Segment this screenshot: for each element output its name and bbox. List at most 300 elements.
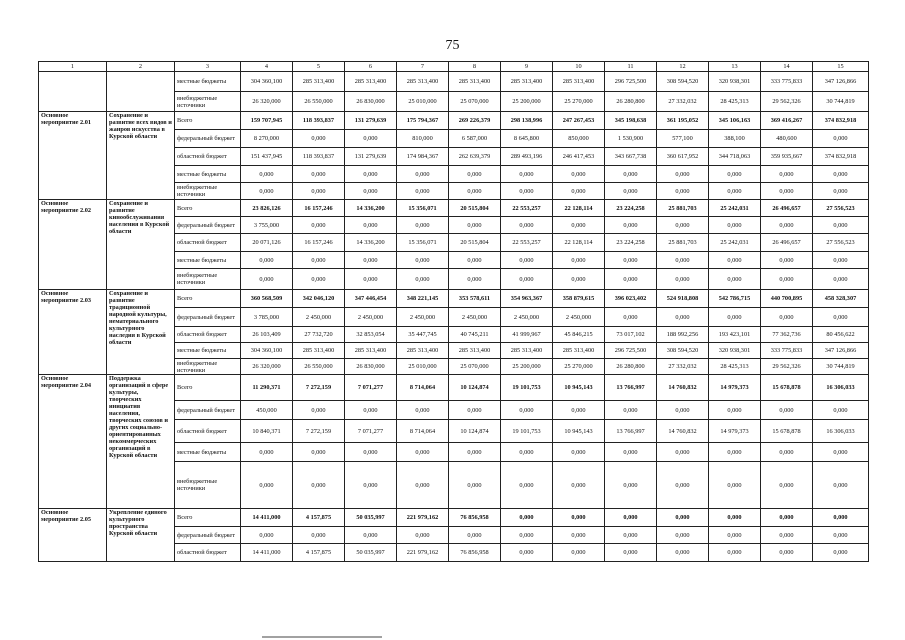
- value-cell: 0,000: [293, 443, 345, 462]
- value-cell: 0,000: [761, 544, 813, 562]
- value-cell: 25 010,000: [397, 359, 449, 375]
- value-cell: 285 313,400: [293, 343, 345, 359]
- value-cell: 354 963,367: [501, 290, 553, 308]
- funding-source: внебюджетные источники: [175, 269, 241, 290]
- value-cell: 19 101,753: [501, 420, 553, 443]
- value-cell: 0,000: [657, 183, 709, 200]
- value-cell: 0,000: [293, 527, 345, 544]
- value-cell: 15 356,071: [397, 234, 449, 252]
- value-cell: 347 126,866: [813, 72, 869, 92]
- value-cell: 0,000: [813, 401, 869, 420]
- value-cell: 308 594,520: [657, 72, 709, 92]
- funding-source: внебюджетные источники: [175, 462, 241, 509]
- value-cell: 7 272,159: [293, 375, 345, 401]
- column-header: 13: [709, 62, 761, 72]
- value-cell: 0,000: [709, 527, 761, 544]
- funding-source: федеральный бюджет: [175, 401, 241, 420]
- funding-source: Всего: [175, 290, 241, 308]
- value-cell: 359 935,667: [761, 148, 813, 166]
- value-cell: 27 332,032: [657, 92, 709, 112]
- value-cell: 0,000: [605, 166, 657, 183]
- value-cell: 289 493,196: [501, 148, 553, 166]
- value-cell: 450,000: [241, 401, 293, 420]
- value-cell: 0,000: [553, 269, 605, 290]
- value-cell: 0,000: [553, 509, 605, 527]
- value-cell: 40 745,211: [449, 327, 501, 343]
- value-cell: 15 678,878: [761, 375, 813, 401]
- value-cell: 285 313,400: [553, 343, 605, 359]
- value-cell: 0,000: [241, 183, 293, 200]
- measure-cell: Основное мероприятие 2.05: [39, 509, 107, 562]
- value-cell: 131 279,639: [345, 148, 397, 166]
- value-cell: 0,000: [397, 183, 449, 200]
- value-cell: 0,000: [293, 269, 345, 290]
- value-cell: 0,000: [397, 462, 449, 509]
- value-cell: 0,000: [761, 462, 813, 509]
- value-cell: 0,000: [449, 183, 501, 200]
- value-cell: 0,000: [761, 443, 813, 462]
- value-cell: 77 362,736: [761, 327, 813, 343]
- value-cell: 41 999,967: [501, 327, 553, 343]
- value-cell: 285 313,400: [553, 72, 605, 92]
- value-cell: 0,000: [241, 269, 293, 290]
- value-cell: 22 128,114: [553, 200, 605, 217]
- measure-cell: [39, 72, 107, 112]
- column-header: 3: [175, 62, 241, 72]
- value-cell: 8 714,064: [397, 375, 449, 401]
- funding-source: Всего: [175, 200, 241, 217]
- funding-source: местные бюджеты: [175, 343, 241, 359]
- value-cell: 0,000: [605, 509, 657, 527]
- value-cell: 0,000: [397, 166, 449, 183]
- value-cell: 22 553,257: [501, 234, 553, 252]
- value-cell: 26 280,800: [605, 92, 657, 112]
- value-cell: 4 157,875: [293, 509, 345, 527]
- value-cell: 27 556,523: [813, 200, 869, 217]
- measure-name-cell: Сохранение и развитие кинообслуживания населения в Курской области: [107, 200, 175, 290]
- value-cell: 458 328,307: [813, 290, 869, 308]
- value-cell: 0,000: [241, 462, 293, 509]
- value-cell: 0,000: [761, 308, 813, 327]
- value-cell: 0,000: [501, 443, 553, 462]
- funding-source: Всего: [175, 509, 241, 527]
- funding-source: внебюджетные источники: [175, 183, 241, 200]
- value-cell: 0,000: [813, 130, 869, 148]
- value-cell: 0,000: [553, 527, 605, 544]
- value-cell: 23 826,126: [241, 200, 293, 217]
- value-cell: 2 450,000: [293, 308, 345, 327]
- value-cell: 20 071,126: [241, 234, 293, 252]
- value-cell: 7 071,277: [345, 420, 397, 443]
- value-cell: 0,000: [605, 443, 657, 462]
- value-cell: 0,000: [605, 308, 657, 327]
- value-cell: 285 313,400: [293, 72, 345, 92]
- value-cell: 19 101,753: [501, 375, 553, 401]
- value-cell: 0,000: [501, 166, 553, 183]
- value-cell: 1 530,900: [605, 130, 657, 148]
- value-cell: 285 313,400: [501, 72, 553, 92]
- value-cell: 0,000: [449, 527, 501, 544]
- value-cell: 25 200,000: [501, 359, 553, 375]
- value-cell: 262 639,379: [449, 148, 501, 166]
- table-row: [39, 375, 869, 401]
- value-cell: 0,000: [813, 252, 869, 269]
- funding-source: местные бюджеты: [175, 166, 241, 183]
- value-cell: 320 938,301: [709, 72, 761, 92]
- value-cell: 50 035,997: [345, 509, 397, 527]
- value-cell: 0,000: [709, 462, 761, 509]
- column-header: 1: [39, 62, 107, 72]
- value-cell: 0,000: [241, 527, 293, 544]
- value-cell: 0,000: [657, 269, 709, 290]
- value-cell: 2 450,000: [345, 308, 397, 327]
- value-cell: 7 071,277: [345, 375, 397, 401]
- value-cell: 269 226,379: [449, 112, 501, 130]
- value-cell: 22 553,257: [501, 200, 553, 217]
- value-cell: 14 979,373: [709, 420, 761, 443]
- value-cell: 76 856,958: [449, 509, 501, 527]
- value-cell: 285 313,400: [449, 343, 501, 359]
- value-cell: 25 242,031: [709, 234, 761, 252]
- value-cell: 25 881,703: [657, 234, 709, 252]
- value-cell: 304 360,100: [241, 72, 293, 92]
- value-cell: 14 336,200: [345, 200, 397, 217]
- table-row: [39, 200, 869, 217]
- column-header: 15: [813, 62, 869, 72]
- value-cell: 11 290,371: [241, 375, 293, 401]
- column-header: 5: [293, 62, 345, 72]
- value-cell: 26 280,800: [605, 359, 657, 375]
- value-cell: 0,000: [605, 462, 657, 509]
- value-cell: 27 332,032: [657, 359, 709, 375]
- value-cell: 0,000: [345, 527, 397, 544]
- table-row: [39, 72, 869, 92]
- value-cell: 0,000: [449, 269, 501, 290]
- value-cell: 26 496,657: [761, 234, 813, 252]
- value-cell: 0,000: [345, 166, 397, 183]
- value-cell: 285 313,400: [397, 343, 449, 359]
- value-cell: 0,000: [501, 544, 553, 562]
- value-cell: 348 221,145: [397, 290, 449, 308]
- value-cell: 28 425,313: [709, 92, 761, 112]
- value-cell: 0,000: [449, 166, 501, 183]
- value-cell: 360 617,952: [657, 148, 709, 166]
- value-cell: 0,000: [657, 527, 709, 544]
- measure-name-cell: Сохранение и развитие традиционной народной культуры, нематериального культурного наследия в Курской области: [107, 290, 175, 375]
- value-cell: 0,000: [709, 269, 761, 290]
- value-cell: 347 126,866: [813, 343, 869, 359]
- value-cell: 0,000: [709, 443, 761, 462]
- value-cell: 26 496,657: [761, 200, 813, 217]
- value-cell: 0,000: [709, 509, 761, 527]
- value-cell: 0,000: [709, 183, 761, 200]
- value-cell: 285 313,400: [345, 72, 397, 92]
- value-cell: 10 124,874: [449, 375, 501, 401]
- value-cell: 2 450,000: [449, 308, 501, 327]
- value-cell: 26 320,000: [241, 359, 293, 375]
- value-cell: 25 070,000: [449, 92, 501, 112]
- value-cell: 3 785,000: [241, 308, 293, 327]
- value-cell: 73 017,102: [605, 327, 657, 343]
- funding-source: областной бюджет: [175, 148, 241, 166]
- value-cell: 26 830,000: [345, 92, 397, 112]
- value-cell: 0,000: [813, 443, 869, 462]
- value-cell: 0,000: [501, 269, 553, 290]
- column-header: 4: [241, 62, 293, 72]
- value-cell: 10 124,874: [449, 420, 501, 443]
- funding-source: внебюджетные источники: [175, 92, 241, 112]
- value-cell: 0,000: [397, 527, 449, 544]
- value-cell: 0,000: [293, 217, 345, 234]
- value-cell: 2 450,000: [397, 308, 449, 327]
- value-cell: 0,000: [761, 269, 813, 290]
- funding-source: федеральный бюджет: [175, 308, 241, 327]
- value-cell: 308 594,520: [657, 343, 709, 359]
- value-cell: 20 515,804: [449, 234, 501, 252]
- value-cell: 0,000: [605, 183, 657, 200]
- value-cell: 0,000: [345, 252, 397, 269]
- funding-source: областной бюджет: [175, 420, 241, 443]
- value-cell: 174 984,367: [397, 148, 449, 166]
- value-cell: 0,000: [345, 269, 397, 290]
- value-cell: 342 046,120: [293, 290, 345, 308]
- value-cell: 0,000: [449, 217, 501, 234]
- table-row: [39, 509, 869, 527]
- column-header: 12: [657, 62, 709, 72]
- value-cell: 285 313,400: [345, 343, 397, 359]
- value-cell: 0,000: [553, 401, 605, 420]
- funding-source: внебюджетные источники: [175, 359, 241, 375]
- value-cell: 0,000: [709, 544, 761, 562]
- value-cell: 159 707,945: [241, 112, 293, 130]
- value-cell: 0,000: [241, 252, 293, 269]
- value-cell: 175 794,367: [397, 112, 449, 130]
- value-cell: 25 242,031: [709, 200, 761, 217]
- value-cell: 0,000: [605, 252, 657, 269]
- value-cell: 0,000: [293, 166, 345, 183]
- budget-table: [38, 61, 869, 562]
- value-cell: 0,000: [657, 308, 709, 327]
- value-cell: 0,000: [553, 217, 605, 234]
- value-cell: 0,000: [657, 443, 709, 462]
- value-cell: 0,000: [709, 166, 761, 183]
- value-cell: 361 195,052: [657, 112, 709, 130]
- value-cell: 14 411,000: [241, 544, 293, 562]
- value-cell: 0,000: [761, 217, 813, 234]
- value-cell: 298 138,996: [501, 112, 553, 130]
- value-cell: 14 336,200: [345, 234, 397, 252]
- value-cell: 0,000: [553, 166, 605, 183]
- value-cell: 0,000: [501, 462, 553, 509]
- value-cell: 22 128,114: [553, 234, 605, 252]
- value-cell: 25 070,000: [449, 359, 501, 375]
- value-cell: 0,000: [553, 183, 605, 200]
- value-cell: 0,000: [397, 443, 449, 462]
- column-header: 2: [107, 62, 175, 72]
- value-cell: 25 200,000: [501, 92, 553, 112]
- value-cell: 15 356,071: [397, 200, 449, 217]
- value-cell: 30 744,819: [813, 359, 869, 375]
- value-cell: 0,000: [345, 183, 397, 200]
- value-cell: 0,000: [761, 401, 813, 420]
- value-cell: 26 550,000: [293, 92, 345, 112]
- value-cell: 296 725,500: [605, 72, 657, 92]
- value-cell: 0,000: [553, 462, 605, 509]
- column-header: 9: [501, 62, 553, 72]
- value-cell: 0,000: [657, 401, 709, 420]
- value-cell: 480,600: [761, 130, 813, 148]
- value-cell: 151 437,945: [241, 148, 293, 166]
- value-cell: 333 775,833: [761, 343, 813, 359]
- table-row: [39, 290, 869, 308]
- value-cell: 0,000: [813, 183, 869, 200]
- value-cell: 0,000: [605, 544, 657, 562]
- column-header: 8: [449, 62, 501, 72]
- value-cell: 0,000: [657, 509, 709, 527]
- value-cell: 0,000: [761, 183, 813, 200]
- measure-name-cell: Укрепление единого культурного пространства Курской области: [107, 509, 175, 562]
- value-cell: 29 562,326: [761, 92, 813, 112]
- value-cell: 0,000: [813, 509, 869, 527]
- value-cell: 0,000: [501, 183, 553, 200]
- value-cell: 23 224,258: [605, 200, 657, 217]
- value-cell: 2 450,000: [501, 308, 553, 327]
- value-cell: 27 556,523: [813, 234, 869, 252]
- value-cell: 0,000: [813, 462, 869, 509]
- value-cell: 26 550,000: [293, 359, 345, 375]
- value-cell: 358 879,615: [553, 290, 605, 308]
- value-cell: 10 840,371: [241, 420, 293, 443]
- value-cell: 221 979,162: [397, 509, 449, 527]
- value-cell: 0,000: [241, 443, 293, 462]
- value-cell: 0,000: [293, 130, 345, 148]
- funding-source: местные бюджеты: [175, 443, 241, 462]
- value-cell: 35 447,745: [397, 327, 449, 343]
- value-cell: 0,000: [501, 252, 553, 269]
- value-cell: 50 035,997: [345, 544, 397, 562]
- value-cell: 0,000: [501, 217, 553, 234]
- value-cell: 14 760,832: [657, 420, 709, 443]
- funding-source: Всего: [175, 375, 241, 401]
- value-cell: 0,000: [813, 544, 869, 562]
- value-cell: 2 450,000: [553, 308, 605, 327]
- value-cell: 7 272,159: [293, 420, 345, 443]
- value-cell: 0,000: [345, 217, 397, 234]
- value-cell: 353 578,611: [449, 290, 501, 308]
- value-cell: 0,000: [553, 544, 605, 562]
- column-header: 10: [553, 62, 605, 72]
- value-cell: 0,000: [345, 443, 397, 462]
- value-cell: 0,000: [293, 183, 345, 200]
- scan-artifact: [262, 636, 382, 638]
- value-cell: 0,000: [709, 252, 761, 269]
- value-cell: 0,000: [761, 509, 813, 527]
- value-cell: 0,000: [813, 308, 869, 327]
- value-cell: 374 832,918: [813, 112, 869, 130]
- value-cell: 8 270,000: [241, 130, 293, 148]
- value-cell: 32 853,054: [345, 327, 397, 343]
- funding-source: федеральный бюджет: [175, 217, 241, 234]
- value-cell: 26 320,000: [241, 92, 293, 112]
- value-cell: 16 157,246: [293, 234, 345, 252]
- value-cell: 193 423,101: [709, 327, 761, 343]
- value-cell: 188 992,256: [657, 327, 709, 343]
- value-cell: 0,000: [397, 217, 449, 234]
- value-cell: 4 157,875: [293, 544, 345, 562]
- value-cell: 0,000: [397, 269, 449, 290]
- value-cell: 347 446,454: [345, 290, 397, 308]
- page-number: 75: [445, 38, 460, 53]
- value-cell: 8 714,064: [397, 420, 449, 443]
- funding-source: Всего: [175, 112, 241, 130]
- table-row: [39, 112, 869, 130]
- value-cell: 28 425,313: [709, 359, 761, 375]
- value-cell: 320 938,301: [709, 343, 761, 359]
- value-cell: 131 279,639: [345, 112, 397, 130]
- value-cell: 374 832,918: [813, 148, 869, 166]
- value-cell: 0,000: [605, 401, 657, 420]
- value-cell: 246 417,453: [553, 148, 605, 166]
- value-cell: 388,100: [709, 130, 761, 148]
- value-cell: 76 856,958: [449, 544, 501, 562]
- measure-name-cell: Сохранение и развитие всех видов и жанров искусства в Курской области: [107, 112, 175, 200]
- value-cell: 27 732,720: [293, 327, 345, 343]
- value-cell: 118 393,837: [293, 112, 345, 130]
- value-cell: 0,000: [449, 252, 501, 269]
- value-cell: 13 766,997: [605, 420, 657, 443]
- value-cell: 0,000: [501, 527, 553, 544]
- value-cell: 0,000: [293, 462, 345, 509]
- value-cell: 360 568,509: [241, 290, 293, 308]
- value-cell: 0,000: [449, 401, 501, 420]
- value-cell: 285 313,400: [449, 72, 501, 92]
- measure-cell: Основное мероприятие 2.02: [39, 200, 107, 290]
- value-cell: 850,000: [553, 130, 605, 148]
- value-cell: 15 678,878: [761, 420, 813, 443]
- value-cell: 0,000: [293, 252, 345, 269]
- value-cell: 296 725,500: [605, 343, 657, 359]
- funding-source: федеральный бюджет: [175, 130, 241, 148]
- value-cell: 0,000: [605, 269, 657, 290]
- column-header: 7: [397, 62, 449, 72]
- value-cell: 0,000: [813, 166, 869, 183]
- value-cell: 542 786,715: [709, 290, 761, 308]
- measure-cell: Основное мероприятие 2.03: [39, 290, 107, 375]
- value-cell: 304 360,100: [241, 343, 293, 359]
- value-cell: 0,000: [709, 308, 761, 327]
- value-cell: 23 224,258: [605, 234, 657, 252]
- value-cell: 0,000: [709, 217, 761, 234]
- value-cell: 14 760,832: [657, 375, 709, 401]
- value-cell: 16 306,033: [813, 375, 869, 401]
- funding-source: местные бюджеты: [175, 72, 241, 92]
- value-cell: 0,000: [397, 252, 449, 269]
- value-cell: 25 270,000: [553, 359, 605, 375]
- funding-source: областной бюджет: [175, 234, 241, 252]
- value-cell: 0,000: [241, 166, 293, 183]
- value-cell: 0,000: [501, 509, 553, 527]
- value-cell: 45 846,215: [553, 327, 605, 343]
- value-cell: 118 393,837: [293, 148, 345, 166]
- measure-cell: Основное мероприятие 2.01: [39, 112, 107, 200]
- value-cell: 3 755,000: [241, 217, 293, 234]
- value-cell: 0,000: [605, 527, 657, 544]
- funding-source: областной бюджет: [175, 327, 241, 343]
- value-cell: 369 416,267: [761, 112, 813, 130]
- value-cell: 0,000: [761, 252, 813, 269]
- value-cell: 10 945,143: [553, 420, 605, 443]
- value-cell: 396 023,402: [605, 290, 657, 308]
